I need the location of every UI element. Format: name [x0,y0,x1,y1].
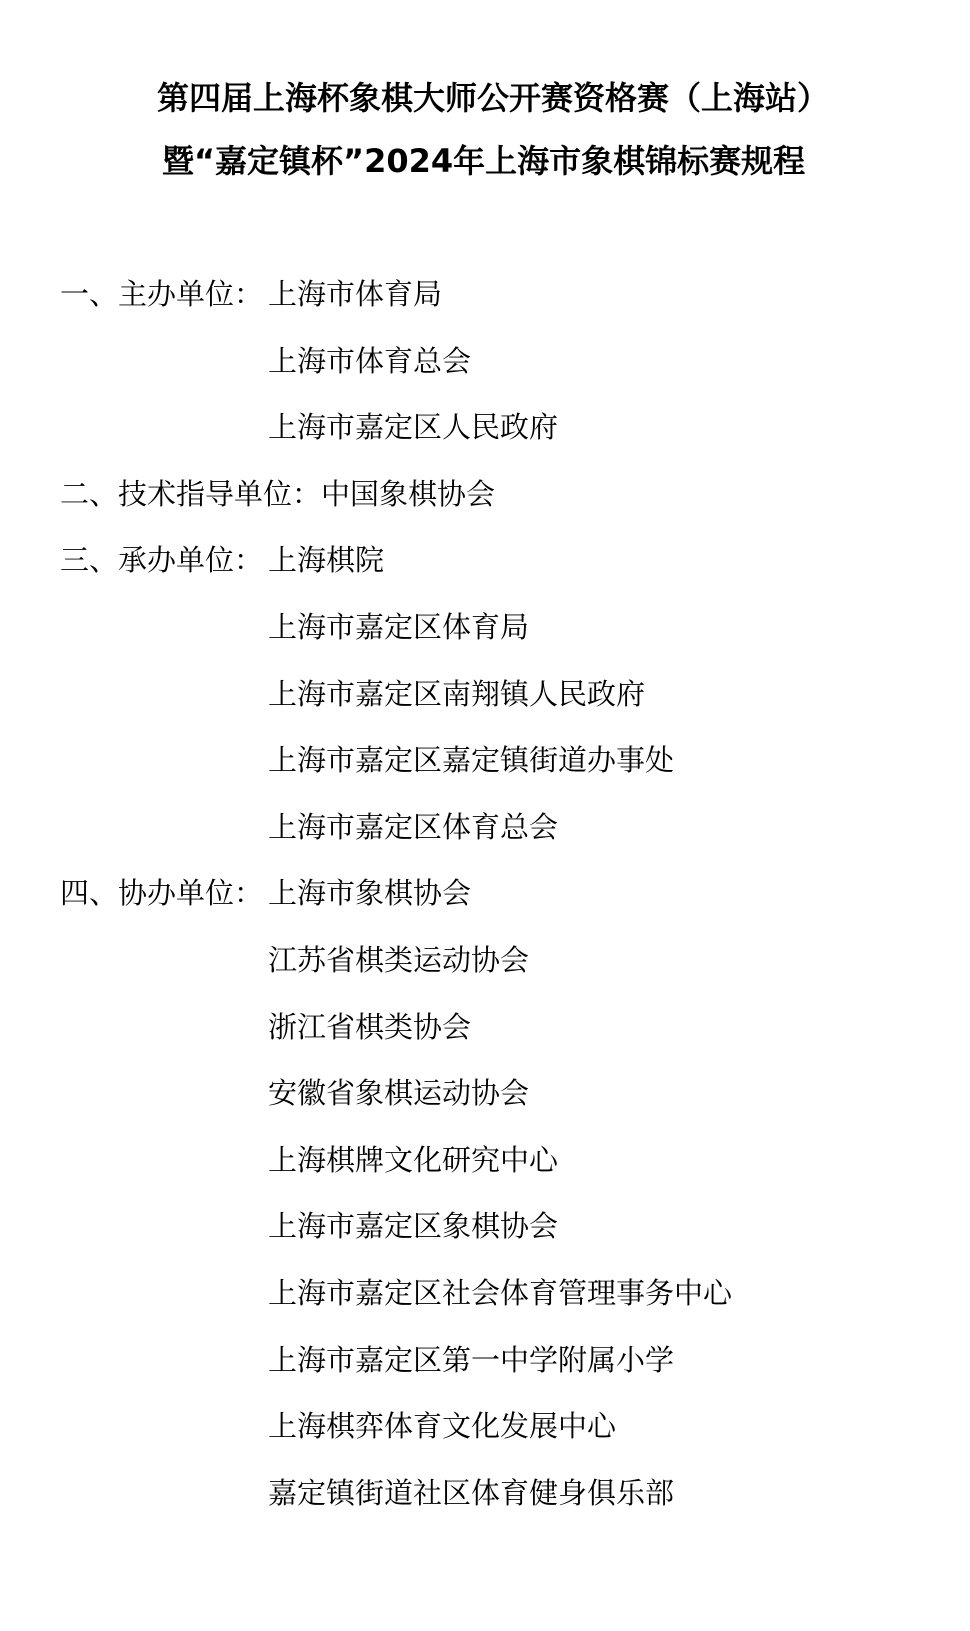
host-row [0,742,970,809]
organizer-item: 上海市嘉定区人民政府 [268,410,559,445]
document-title-line-2: 暨“嘉定镇杯”2024年上海市象棋锦标赛规程 [162,142,806,180]
host-item: 上海市嘉定区体育总会 [268,809,559,844]
host-row [0,809,970,876]
co-organizer-item: 上海市嘉定区象棋协会 [268,1209,559,1244]
organizer-sections [0,276,970,1541]
organizer-label: 一、主办单位： [60,277,264,311]
co-organizer-item: 江苏省棋类运动协会 [268,942,530,977]
co-organizer-item: 安徽省象棋运动协会 [268,1076,530,1111]
co-organizer-item: 嘉定镇街道社区体育健身俱乐部 [268,1475,675,1510]
host-item: 上海市嘉定区体育局 [268,609,530,644]
co-organizer-label: 四、协办单位： [60,876,264,911]
host-label: 三、承办单位： [60,543,264,578]
co-organizer-row [0,1275,970,1342]
organizer-item: 上海市体育局 [268,277,443,311]
host-row [0,609,970,676]
co-organizer-row [0,875,970,942]
co-organizer-row [0,1208,970,1275]
co-organizer-row [0,1342,970,1409]
co-organizer-row [0,1408,970,1475]
co-organizer-item: 浙江省棋类协会 [268,1009,472,1044]
technical-guidance-label: 二、技术指导单位：中国象棋协会 [60,476,496,511]
co-organizer-row [0,1075,970,1142]
co-organizer-item: 上海市嘉定区社会体育管理事务中心 [268,1275,733,1310]
co-organizer-row [0,1142,970,1209]
host-item: 上海市嘉定区嘉定镇街道办事处 [268,743,675,778]
co-organizer-row [0,1009,970,1076]
host-row [0,676,970,743]
organizer-row [0,343,970,410]
co-organizer-row [0,1475,970,1542]
host-item: 上海市嘉定区南翔镇人民政府 [268,676,646,711]
organizer-row [0,276,970,343]
co-organizer-item: 上海棋牌文化研究中心 [268,1142,559,1177]
document-title-line-1: 第四届上海杯象棋大师公开赛资格赛（上海站） [157,79,830,117]
co-organizer-item: 上海市象棋协会 [268,876,472,911]
organizer-row [0,409,970,476]
co-organizer-row [0,942,970,1009]
co-organizer-item: 上海市嘉定区第一中学附属小学 [268,1342,675,1377]
technical-guidance-row [0,476,970,543]
organizer-item: 上海市体育总会 [268,343,472,378]
host-row [0,542,970,609]
host-item: 上海棋院 [268,543,385,578]
co-organizer-item: 上海棋弈体育文化发展中心 [268,1409,617,1444]
